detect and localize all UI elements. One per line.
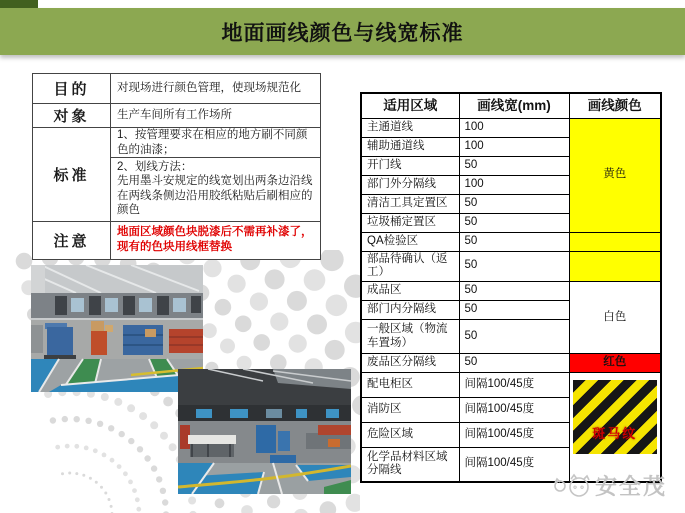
standard-item-1: 1、按管理要求在相应的地方刷不同颜色的油漆； xyxy=(117,128,308,156)
table-row: 成品区 50 白色 xyxy=(361,282,661,301)
table-row xyxy=(33,74,321,104)
factory-photo-2 xyxy=(178,369,351,494)
table-row: QA检验区 50 xyxy=(361,232,661,251)
header-width: 画线宽(mm) xyxy=(459,93,569,118)
color-cell-zebra xyxy=(569,373,661,482)
standard-label: 标准 xyxy=(33,128,111,222)
standard-item-2: 2、划线方法： 先用墨斗安规定的线宽划出两条边沿线 在两线条侧边沿用胶纸粘贴后刷相应的颜色 xyxy=(111,157,320,221)
table-row xyxy=(33,128,321,222)
table-row: 部品待确认（返工） 50 xyxy=(361,251,661,282)
table-row xyxy=(33,221,321,259)
notice-label: 注意 xyxy=(33,221,111,259)
page-title: 地面画线颜色与线宽标准 xyxy=(221,21,464,45)
table-row: 部门外分隔线 100 xyxy=(361,175,661,194)
purpose-text: 对现场进行颜色管理，使现场规范化 xyxy=(111,74,321,104)
table-row: 辅助通道线 100 xyxy=(361,137,661,156)
standard-text xyxy=(111,128,321,222)
table-row: 清洁工具定置区 50 xyxy=(361,194,661,213)
table-row: 化学品材料区域分隔线 间隔100/45度 xyxy=(361,448,661,482)
table-row: 废品区分隔线 50 红色 xyxy=(361,354,661,373)
table-row: 危险区域 间隔100/45度 xyxy=(361,423,661,448)
header-area: 适用区域 xyxy=(361,93,459,118)
table-row: 开门线 50 xyxy=(361,156,661,175)
zebra-label: 斑马纹 xyxy=(592,425,638,441)
color-cell-yellow: 黄色 xyxy=(569,118,661,232)
target-text: 生产车间所有工作场所 xyxy=(111,104,321,128)
title-bar xyxy=(0,8,685,55)
table-row: 消防区 间隔100/45度 xyxy=(361,398,661,423)
logo xyxy=(551,470,667,501)
table-row: 配电柜区 间隔100/45度 斑马纹 xyxy=(361,373,661,398)
purpose-label: 目的 xyxy=(33,74,111,104)
logo-text: 安全茂 xyxy=(594,474,667,499)
color-cell-white: 白色 xyxy=(569,282,661,354)
notice-text: 地面区域颜色块脱漆后不需再补漆了，现有的色块用线框替换 xyxy=(111,221,321,259)
color-cell-yellow xyxy=(569,232,661,251)
table-row: 部门内分隔线 50 xyxy=(361,301,661,320)
color-cell-red: 红色 xyxy=(569,354,661,373)
table-row: 主通道线 100 黄色 xyxy=(361,118,661,137)
table-row: 垃圾桶定置区 50 xyxy=(361,213,661,232)
table-row xyxy=(33,104,321,128)
table-row: 一般区域（物流车置场） 50 xyxy=(361,320,661,354)
zebra-stripe-swatch xyxy=(573,380,657,454)
spec-table xyxy=(360,92,662,483)
header-color: 画线颜色 xyxy=(569,93,661,118)
table-header-row xyxy=(361,93,661,118)
target-label: 对象 xyxy=(33,104,111,128)
color-cell-yellow xyxy=(569,251,661,282)
info-table xyxy=(32,73,321,260)
mascot-cat-icon xyxy=(551,473,591,499)
